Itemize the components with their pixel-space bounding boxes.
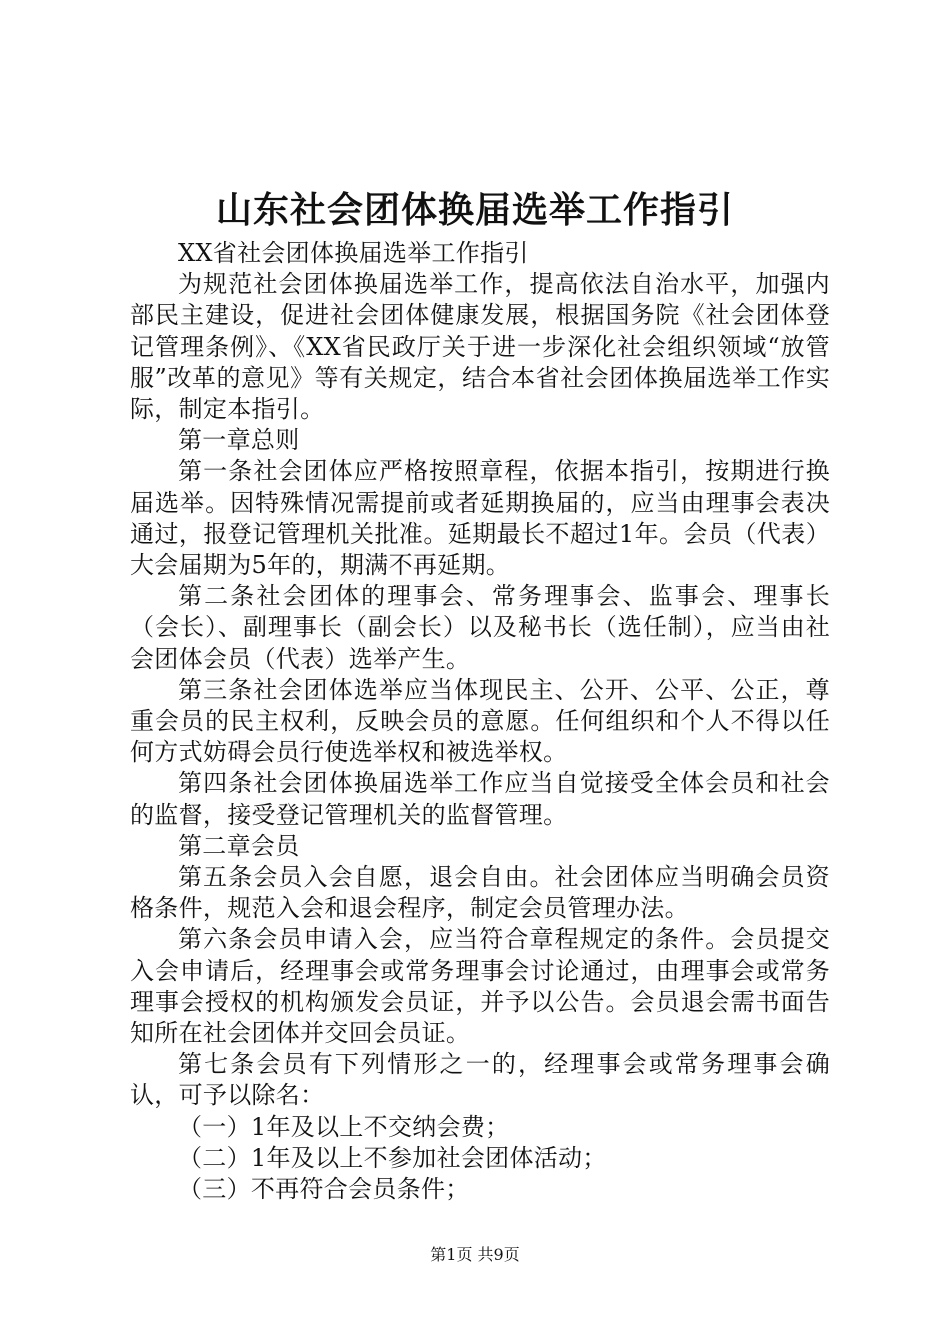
- page-footer: 第1页 共9页: [430, 1245, 520, 1264]
- document-body: [130, 238, 830, 1205]
- list-item: （一）1年及以上不交纳会费；: [178, 1112, 510, 1141]
- paragraph-subtitle: XX省社会团体换届选举工作指引: [178, 239, 529, 267]
- list-item: （三）不再符合会员条件；: [178, 1175, 470, 1204]
- article-3: 第三条社会团体选举应当体现民主、公开、公平、公正，尊重会员的民主权利，反映会员的意愿。任何组织和个人不得以任何方式妨碍会员行使选举权和被选举权。: [130, 675, 830, 767]
- article-5: 第五条会员入会自愿，退会自由。社会团体应当明确会员资格条件，规范入会和退会程序，制定会员管理办法。: [130, 863, 830, 923]
- article-7: 第七条会员有下列情形之一的，经理事会或常务理事会确认，可予以除名：: [130, 1050, 830, 1110]
- paragraph-preamble: 为规范社会团体换届选举工作，提高依法自治水平，加强内部民主建设，促进社会团体健康发展，根据国务院《社会团体登记管理条例》、《XX省民政厅关于进一步深化社会组织领域“放管服”改革的意见》等有关规定，结合本省社会团体换届选举工作实际，制定本指引。: [130, 270, 830, 424]
- chapter-heading-2: 第二章会员: [178, 831, 300, 860]
- article-6: 第六条会员申请入会，应当符合章程规定的条件。会员提交入会申请后，经理事会或常务理事会讨论通过，由理事会或常务理事会授权的机构颁发会员证，并予以公告。会员退会需书面告知所在社会团体并交回会员证。: [130, 925, 830, 1048]
- list-item: （二）1年及以上不参加社会团体活动；: [178, 1143, 607, 1172]
- article-2: 第二条社会团体的理事会、常务理事会、监事会、理事长（会长）、副理事长（副会长）以及秘书长（选任制），应当由社会团体会员（代表）选举产生。: [130, 582, 830, 673]
- document-title: 山东社会团体换届选举工作指引: [215, 189, 734, 231]
- article-4: 第四条社会团体换届选举工作应当自觉接受全体会员和社会的监督，接受登记管理机关的监督管理。: [130, 769, 830, 829]
- chapter-heading-1: 第一章总则: [178, 426, 300, 455]
- article-1: 第一条社会团体应严格按照章程，依据本指引，按期进行换届选举。因特殊情况需提前或者延期换届的，应当由理事会表决通过，报登记管理机关批准。延期最长不超过1年。会员（代表）大会届期为5年的，期满不再延期。: [130, 457, 830, 580]
